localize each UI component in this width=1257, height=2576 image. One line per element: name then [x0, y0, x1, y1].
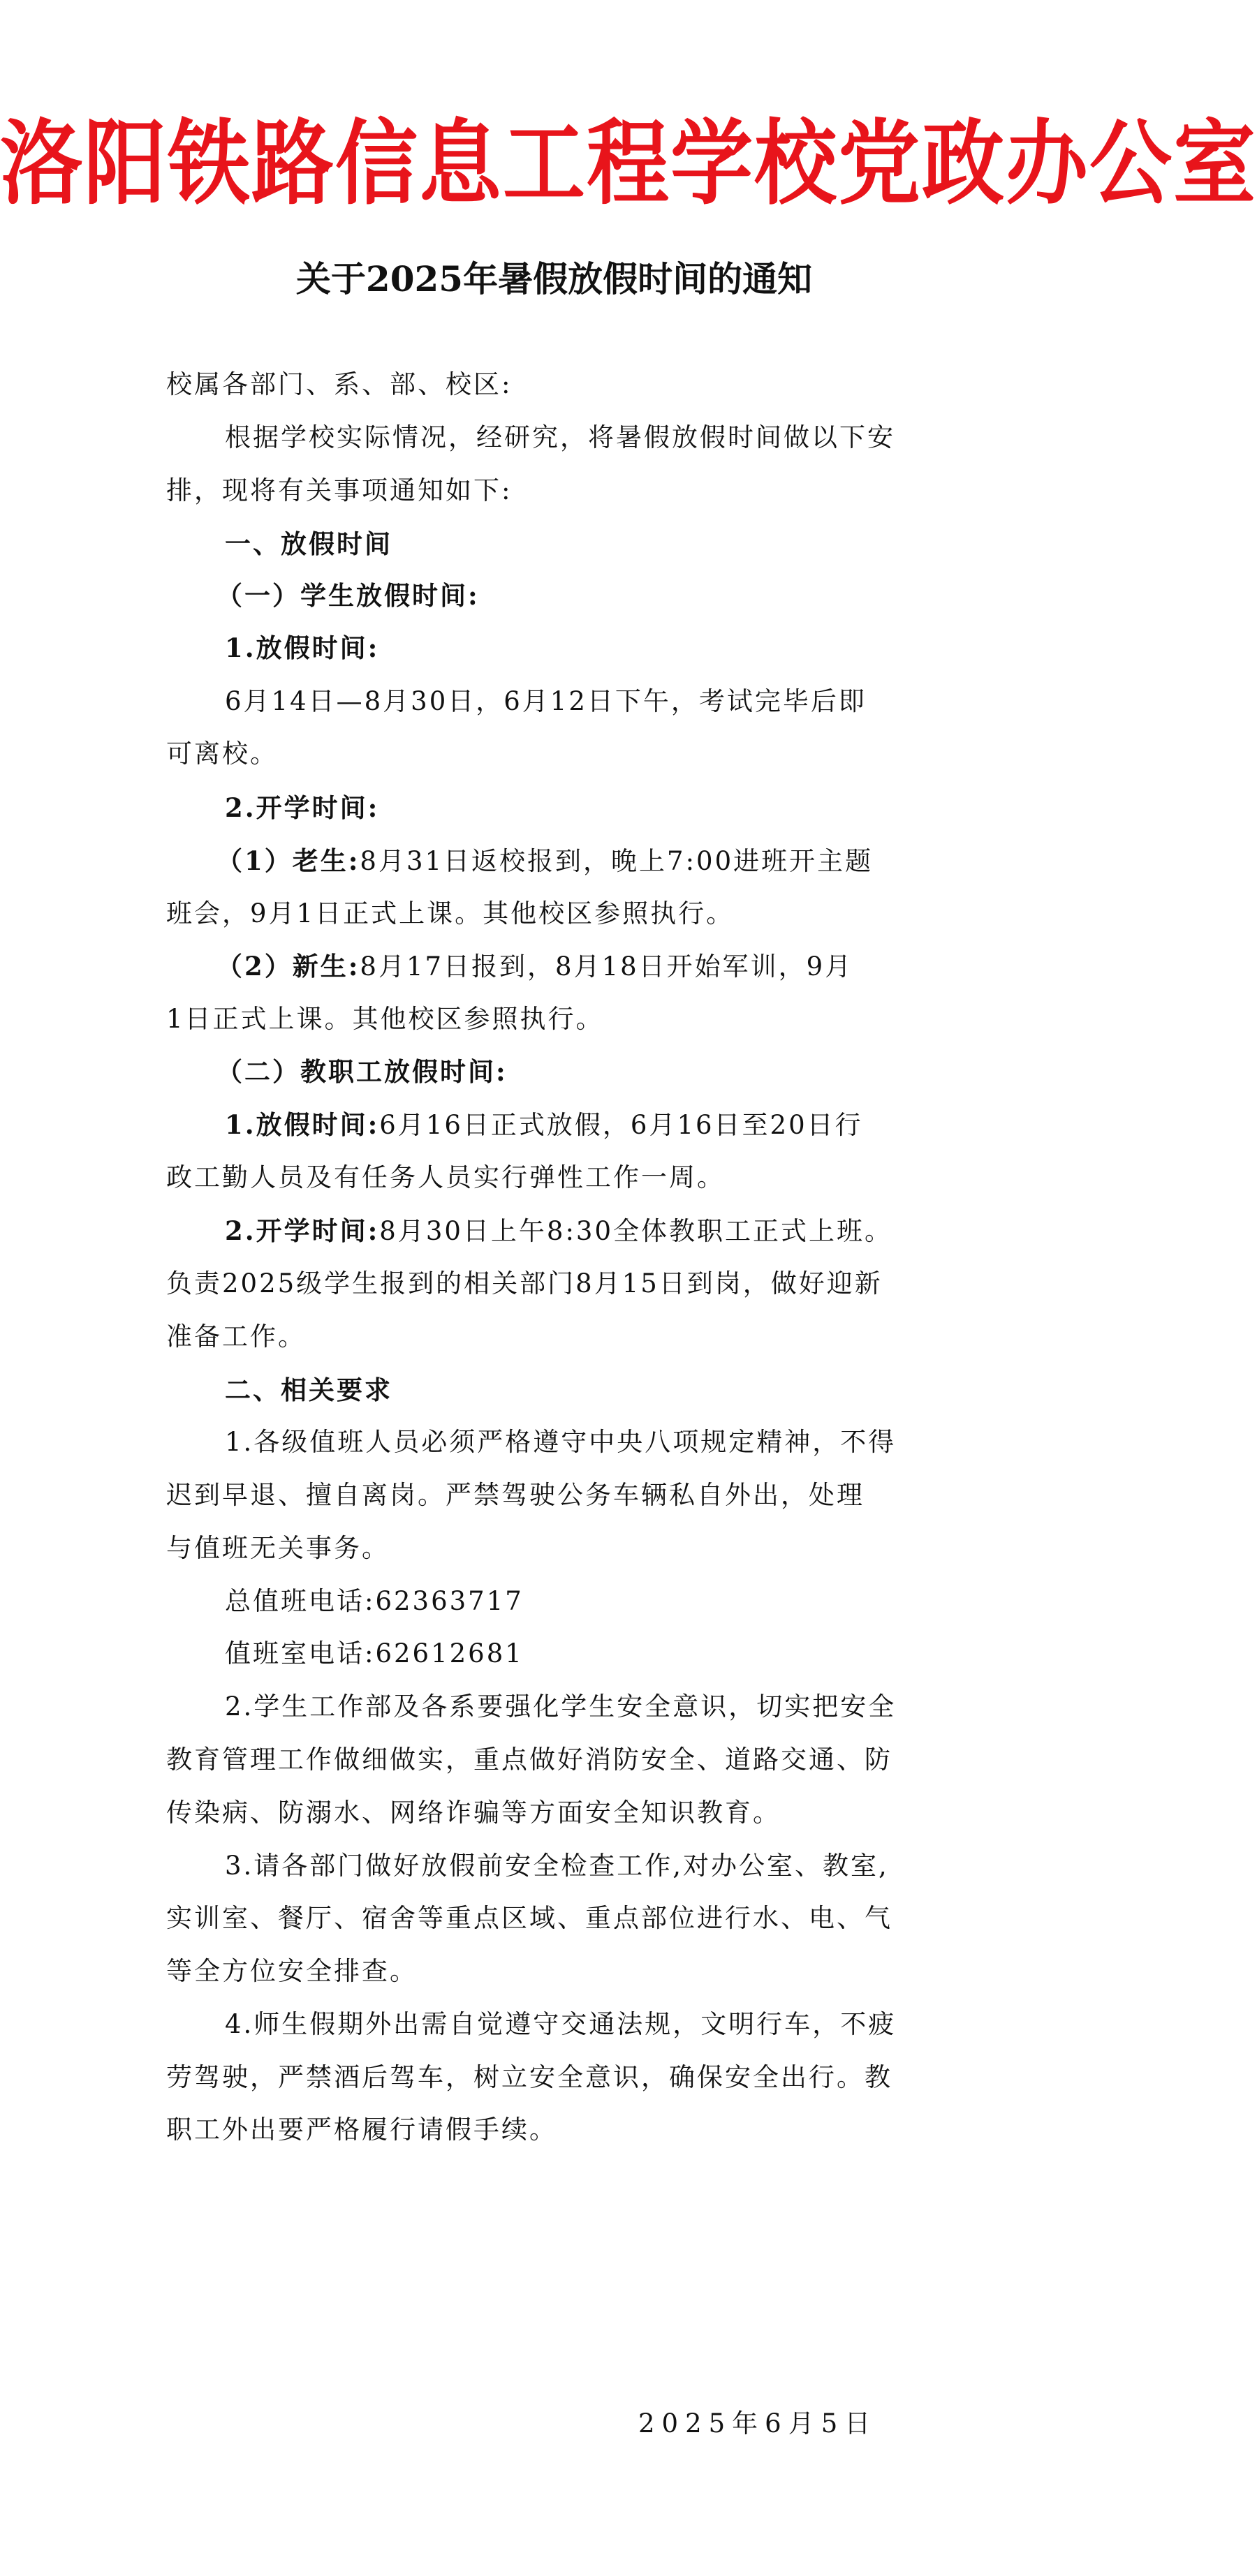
- student-reopen-label: 2.开学时间:: [225, 792, 380, 823]
- staff-reopen-label: 2.开学时间:: [225, 1215, 380, 1246]
- old-students-line-1: [216, 840, 873, 882]
- requirement-1-line-3: 与值班无关事务。: [166, 1533, 390, 1563]
- student-vacation-label: 1.放假时间:: [225, 632, 380, 663]
- requirement-2-line-2: 教育管理工作做细做实，重点做好消防安全、道路交通、防: [166, 1745, 892, 1775]
- notice-title: 关于2025年暑假放假时间的通知: [295, 258, 813, 299]
- subsection-staff-heading: （二）教职工放假时间:: [216, 1056, 508, 1087]
- staff-reopen-line-3: 准备工作。: [166, 1322, 306, 1352]
- requirement-3-line-2: 实训室、餐厅、宿舍等重点区域、重点部位进行水、电、气: [166, 1903, 892, 1933]
- staff-vacation-label: 1.放假时间:: [225, 1109, 380, 1140]
- requirement-1-line-2: 迟到早退、擅自离岗。严禁驾驶公务车辆私自外出，处理: [166, 1480, 865, 1510]
- staff-vacation-line-1: [225, 1104, 863, 1146]
- old-students-text: 8月31日返校报到，晚上7:00进班开主题: [360, 846, 874, 876]
- intro-line-1: 根据学校实际情况，经研究，将暑假放假时间做以下安: [225, 422, 895, 452]
- old-students-label: （1）老生:: [216, 845, 360, 876]
- requirement-1-line-1: 1.各级值班人员必须严格遵守中央八项规定精神，不得: [225, 1427, 897, 1457]
- old-students-line-2: 班会，9月1日正式上课。其他校区参照执行。: [166, 898, 735, 928]
- requirement-2-line-1: 2.学生工作部及各系要强化学生安全意识，切实把安全: [225, 1692, 897, 1722]
- duty-phone-main: 总值班电话:62363717: [225, 1586, 524, 1616]
- new-students-label: （2）新生:: [216, 951, 360, 982]
- requirement-2-line-3: 传染病、防溺水、网络诈骗等方面安全知识教育。: [166, 1798, 781, 1828]
- staff-reopen-line-2: 负责2025级学生报到的相关部门8月15日到岗，做好迎新: [166, 1268, 883, 1298]
- letterhead-office-name: 洛阳铁路信息工程学校党政办公室: [0, 108, 1257, 218]
- staff-vacation-line-2: 政工勤人员及有任务人员实行弹性工作一周。: [166, 1162, 725, 1192]
- new-students-line-1: [216, 945, 853, 988]
- student-vacation-line-1: 6月14日—8月30日，6月12日下午，考试完毕后即: [225, 686, 867, 716]
- requirement-3-line-1: 3.请各部门做好放假前安全检查工作,对办公室、教室,: [225, 1851, 889, 1881]
- duty-phone-office: 值班室电话:62612681: [225, 1638, 524, 1668]
- staff-reopen-text: 8月30日上午8:30全体教职工正式上班。: [379, 1216, 893, 1246]
- intro-line-2: 排，现将有关事项通知如下:: [166, 475, 513, 505]
- section-2-heading: 二、相关要求: [225, 1375, 392, 1405]
- requirement-4-line-2: 劳驾驶，严禁酒后驾车，树立安全意识，确保安全出行。教: [166, 2062, 892, 2092]
- staff-vacation-text: 6月16日正式放假，6月16日至20日行: [379, 1110, 863, 1140]
- requirement-4-line-3: 职工外出要严格履行请假手续。: [166, 2115, 557, 2145]
- issue-date: 2025年6月5日: [638, 2408, 878, 2438]
- requirement-3-line-3: 等全方位安全排查。: [166, 1956, 418, 1986]
- subsection-student-heading: （一）学生放假时间:: [216, 580, 480, 611]
- addressee: 校属各部门、系、部、校区:: [166, 369, 513, 399]
- student-vacation-line-2: 可离校。: [166, 739, 278, 769]
- new-students-line-2: 1日正式上课。其他校区参照执行。: [166, 1004, 604, 1034]
- section-1-heading: 一、放假时间: [225, 528, 392, 559]
- new-students-text: 8月17日报到，8月18日开始军训，9月: [360, 952, 853, 982]
- requirement-4-line-1: 4.师生假期外出需自觉遵守交通法规，文明行车，不疲: [225, 2009, 897, 2039]
- staff-reopen-line-1: [225, 1210, 892, 1252]
